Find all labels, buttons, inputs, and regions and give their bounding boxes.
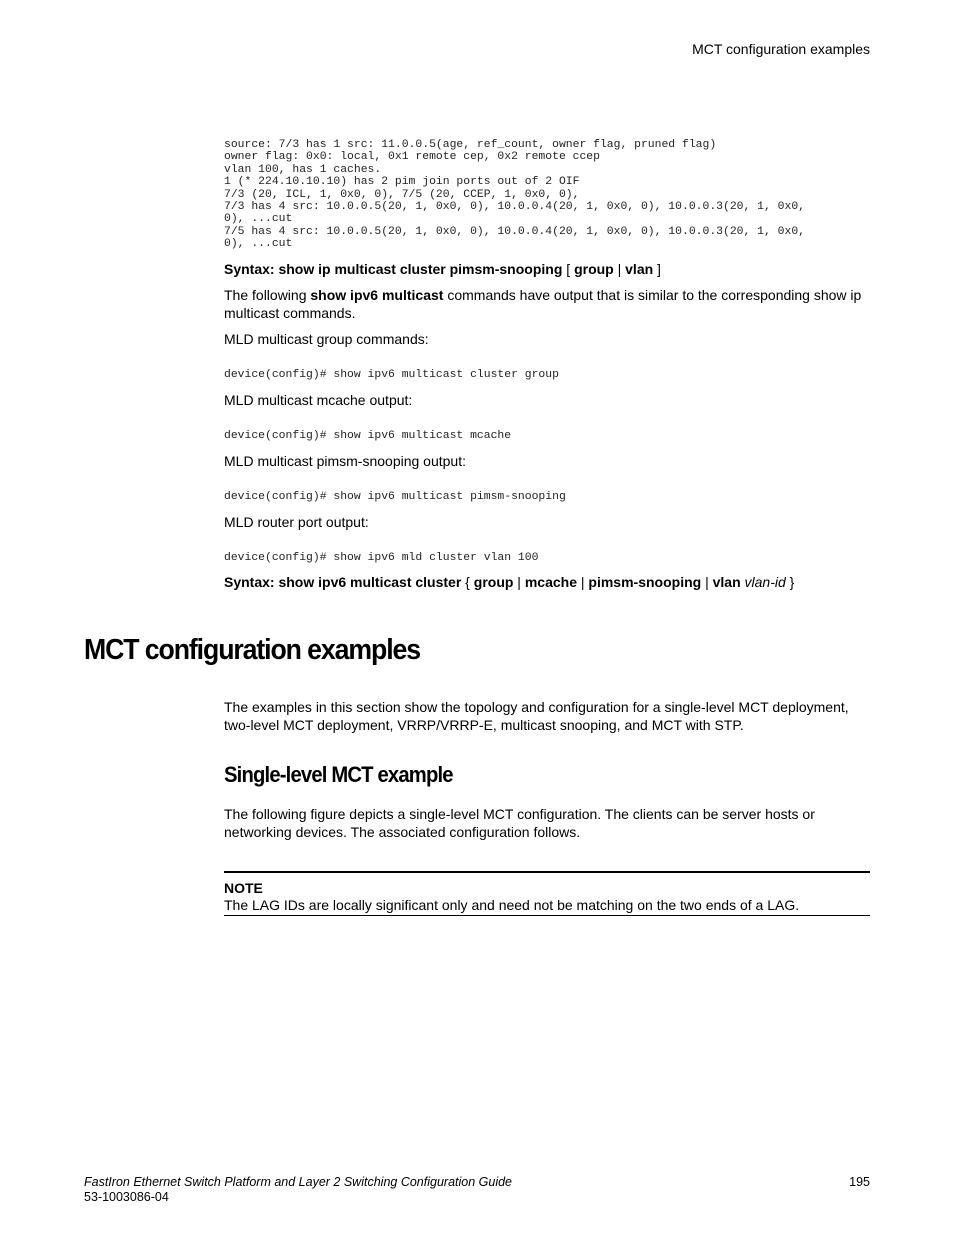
section-title: MCT configuration examples xyxy=(84,634,420,666)
mld-router-label: MLD router port output: xyxy=(224,514,369,530)
footer-guide-title: FastIron Ethernet Switch Platform and Layer 2 Switching Configuration Guide xyxy=(84,1175,512,1189)
code-line: owner flag: 0x0: local, 0x1 remote cep, 0x2 remote ccep xyxy=(224,151,600,164)
code-block-pimsm-output xyxy=(224,139,805,251)
code-line: 7/5 has 4 src: 10.0.0.5(20, 1, 0x0, 0), 10.0.0.4(20, 1, 0x0, 0), 10.0.0.3(20, 1, 0x0, xyxy=(224,225,806,238)
page-number: 195 xyxy=(849,1175,870,1189)
cmd-ipv6-mld-cluster-vlan: device(config)# show ipv6 mld cluster vlan 100 xyxy=(224,552,539,564)
code-line: 0), ...cut xyxy=(224,238,293,251)
code-line: 0), ...cut xyxy=(224,213,293,226)
code-line: 7/3 has 4 src: 10.0.0.5(20, 1, 0x0, 0), 10.0.0.4(20, 1, 0x0, 0), 10.0.0.3(20, 1, 0x0, xyxy=(224,201,806,214)
code-line: 1 (* 224.10.10.10) has 2 pim join ports out of 2 OIF xyxy=(224,176,580,189)
subsection-title: Single-level MCT example xyxy=(224,762,453,787)
note-text: The LAG IDs are locally significant only and need not be matching on the two ends of a LAG. xyxy=(224,897,800,913)
cmd-ipv6-pimsm-snooping: device(config)# show ipv6 multicast pimsm-snooping xyxy=(224,491,566,503)
mld-pimsm-label: MLD multicast pimsm-snooping output: xyxy=(224,453,466,469)
code-line: 7/3 (20, ICL, 1, 0x0, 0), 7/5 (20, CCEP, 1, 0x0, 0), xyxy=(224,188,580,201)
cmd-ipv6-cluster-group: device(config)# show ipv6 multicast cluster group xyxy=(224,369,559,381)
running-header: MCT configuration examples xyxy=(692,41,870,57)
code-line: source: 7/3 has 1 src: 11.0.0.5(age, ref_count, owner flag, pruned flag) xyxy=(224,139,717,151)
paragraph-ipv6-similar: The following show ipv6 multicast commands have output that is similar to the corresponding show ip multicast commands. xyxy=(224,287,862,321)
mld-group-label: MLD multicast group commands: xyxy=(224,331,429,347)
section-intro: The examples in this section show the topology and configuration for a single-level MCT deployment, two-level MCT deployment, VRRP/VRRP-E, multicast snooping, and MCT with STP. xyxy=(224,699,849,733)
syntax-ipv6-multicast: Syntax: show ipv6 multicast cluster { group | mcache | pimsm-snooping | vlan vlan-id } xyxy=(224,574,795,590)
note-label: NOTE xyxy=(224,880,263,896)
subsection-text: The following figure depicts a single-level MCT configuration. The clients can be server hosts or networking devices. The associated configuration follows. xyxy=(224,806,815,840)
footer-doc-number: 53-1003086-04 xyxy=(84,1190,169,1204)
note-top-rule xyxy=(224,871,870,873)
syntax-ip-multicast: Syntax: show ip multicast cluster pimsm-snooping [ group | vlan ] xyxy=(224,261,661,277)
code-line: vlan 100, has 1 caches. xyxy=(224,163,382,176)
cmd-ipv6-mcache: device(config)# show ipv6 multicast mcache xyxy=(224,430,512,442)
mld-mcache-label: MLD multicast mcache output: xyxy=(224,392,413,408)
note-bottom-rule xyxy=(224,915,870,916)
